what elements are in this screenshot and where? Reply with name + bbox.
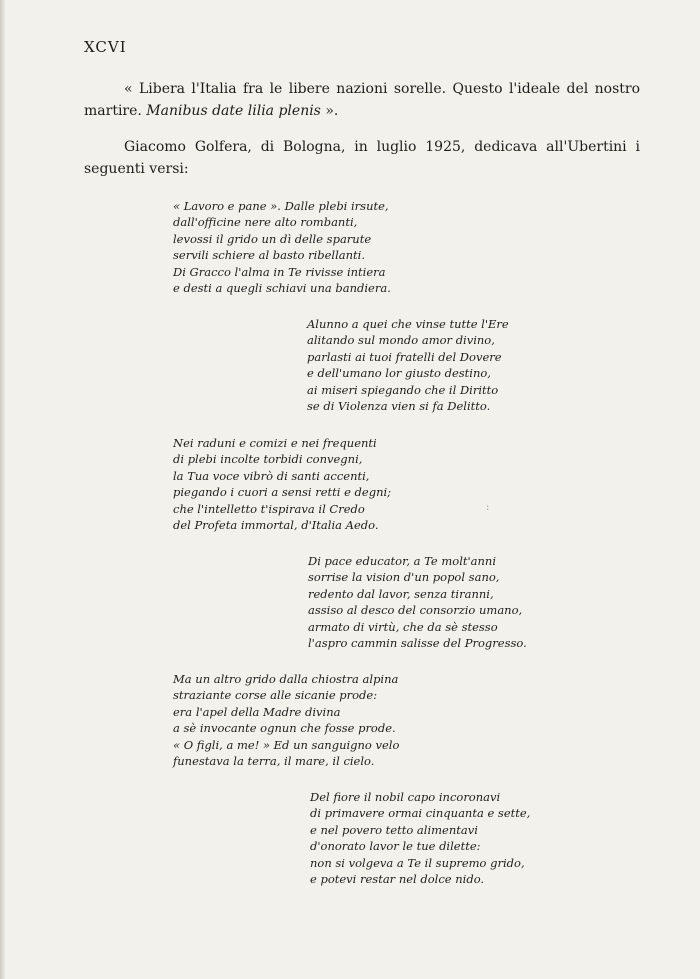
verse-line: ai miseri spiegando che il Diritto: [307, 382, 499, 397]
verse-line: Alunno a quei che vinse tutte l'Ere: [307, 317, 509, 331]
verse-line: Del fiore il nobil capo incoronavi: [310, 790, 501, 804]
verse-line: di plebi incolte torbidi convegni,: [173, 452, 363, 467]
verse-line: e dell'umano lor giusto destino,: [307, 366, 491, 381]
verse-line: era l'apel della Madre divina: [173, 704, 341, 719]
latin-quote: Manibus date lilia plenis: [146, 103, 321, 119]
verse-line: levossi il grido un dì delle sparute: [173, 231, 372, 246]
stanza-6: [310, 789, 530, 887]
verse-line: parlasti ai tuoi fratelli del Dovere: [307, 349, 502, 364]
verse-line: alitando sul mondo amor divino,: [307, 333, 495, 348]
verse-line: Ma un altro grido dalla chiostra alpina: [173, 672, 399, 686]
quote-close: ».: [320, 103, 339, 119]
page-number: XCVI: [84, 38, 127, 56]
verse-line: se di Violenza vien si fa Delitto.: [307, 398, 491, 413]
verse-line: assiso al desco del consorzio umano,: [308, 603, 523, 618]
stanza-3: [173, 435, 391, 533]
verse-line: la Tua voce vibrò di santi accenti,: [173, 468, 370, 483]
verse-line: servili schiere al basto ribellanti.: [173, 248, 366, 263]
stanza-5: [173, 671, 399, 769]
verse-line: l'aspro cammin salisse del Progresso.: [308, 635, 527, 650]
verse-line: e nel povero tetto alimentavi: [310, 822, 478, 837]
verse-line: di primavere ormai cinquanta e sette,: [310, 806, 531, 821]
verse-line: piegando i cuori a sensi retti e degni;: [173, 485, 392, 500]
verse-line: Di Gracco l'alma in Te rivisse intiera: [173, 264, 386, 279]
verse-line: a sè invocante ognun che fosse prode.: [173, 721, 396, 736]
verse-line: e desti a quegli schiavi una bandiera.: [173, 280, 391, 295]
verse-line: funestava la terra, il mare, il cielo.: [173, 753, 375, 768]
verse-line: Nei raduni e comizi e nei frequenti: [173, 436, 377, 450]
verse-line: dall'officine nere alto rombanti,: [173, 215, 358, 230]
page-edge: [0, 0, 6, 979]
verse-line: d'onorato lavor le tue dilette:: [310, 839, 481, 854]
verse-line: che l'intelletto t'ispirava il Credo: [173, 501, 365, 516]
verse-line: Di pace educator, a Te molt'anni: [308, 554, 497, 568]
verse-line: non si volgeva a Te il supremo grido,: [310, 855, 525, 870]
verse-line: sorrise la vision d'un popol sano,: [308, 570, 500, 585]
verse-line: « O figli, a me! » Ed un sanguigno velo: [173, 737, 400, 752]
scan-speck: :: [486, 502, 490, 513]
verse-line: e potevi restar nel dolce nido.: [310, 871, 485, 886]
stanza-2: [307, 316, 509, 414]
verse-line: del Profeta immortal, d'Italia Aedo.: [173, 517, 379, 532]
verse-line: « Lavoro e pane ». Dalle plebi irsute,: [173, 199, 389, 213]
quote-text: « Libera l'Italia fra le libere nazioni sorelle. Questo l'ideale del nostro martire.: [84, 81, 640, 119]
verse-line: armato di virtù, che da sè stesso: [308, 619, 498, 634]
verse-line: redento dal lavor, senza tiranni,: [308, 586, 494, 601]
verse-line: straziante corse alle sicanie prode:: [173, 688, 378, 703]
paragraph-quote: [84, 78, 640, 122]
stanza-1: [173, 198, 391, 296]
stanza-4: [308, 553, 527, 651]
paragraph-intro: Giacomo Golfera, di Bologna, in luglio 1925, dedicava all'Ubertini i seguenti versi:: [84, 139, 640, 177]
